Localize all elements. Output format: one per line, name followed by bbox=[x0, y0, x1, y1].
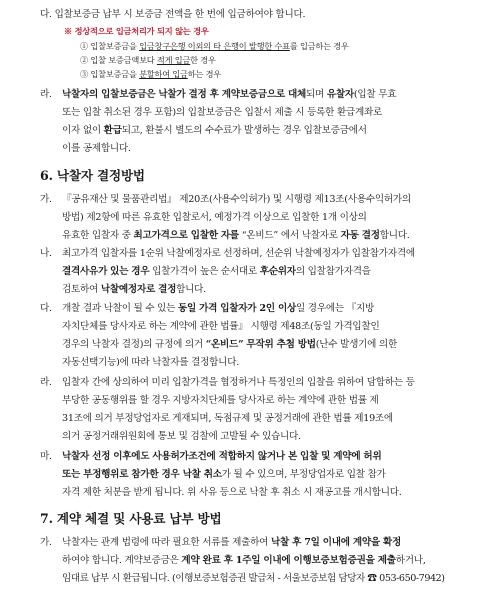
case-item bbox=[80, 54, 216, 66]
case-text-end: 를 입금하는 경우 bbox=[289, 41, 349, 51]
clause-ma-line bbox=[62, 451, 381, 463]
case-underlined: 적게 입금 bbox=[156, 55, 191, 65]
text: 의 입찰참가자격을 bbox=[295, 266, 371, 277]
bold-text: 자동 결정 bbox=[340, 230, 380, 241]
bold-text: 또는 부정행위로 참가한 경우 낙찰 취소 bbox=[62, 469, 222, 480]
text: (난수 발생기에 의한 bbox=[315, 339, 397, 350]
clause-ga-label: 가. bbox=[40, 194, 52, 205]
section-6-heading: 6. 낙찰자 결정방법 bbox=[40, 168, 145, 183]
text: 합니다. bbox=[176, 284, 206, 295]
case-item bbox=[80, 40, 349, 52]
text: 낙찰자는 관계 법령에 따라 필요한 서류를 제출하여 bbox=[62, 537, 271, 548]
clause-ga7-line bbox=[62, 537, 401, 549]
case-text: 입찰보증금을 bbox=[90, 69, 140, 79]
clause-ma-label: 마. bbox=[40, 451, 52, 462]
clause-ra2-line: 31조에 의거 부정당업자로 게재되며, 독점규제 및 공정거래에 관한 법률 제19조에 bbox=[62, 413, 393, 424]
clause-ma-line bbox=[62, 469, 386, 481]
bold-text: 낙찰자의 입찰보증금은 낙찰가 결정 후 계약보증금으로 대체 bbox=[62, 89, 306, 100]
case-underlined: 분할하여 입금 bbox=[139, 69, 188, 79]
bold-text: 후순위자 bbox=[259, 266, 296, 277]
bold-text: 낙찰예정자로 결정 bbox=[100, 284, 177, 295]
bold-text: 최고가격으로 입찰한 자를 bbox=[133, 230, 239, 241]
text: (입찰 무효 bbox=[353, 89, 397, 100]
text: 입찰가격이 높은 순서대로 bbox=[149, 266, 260, 277]
clause-da-text: 입찰보증금 납부 시 보증금 전액을 한 번에 입금하여야 합니다. bbox=[54, 9, 306, 20]
clause-da2-line bbox=[62, 339, 397, 351]
clause-ra2-line: 입찰자 간에 상의하여 미리 입찰가격을 협정하거나 특정인의 입찰을 위하여 담합하는 등 bbox=[62, 377, 415, 388]
clause-ga7-line bbox=[62, 555, 426, 567]
warning-note: ※ 정상적으로 입금처리가 되지 않는 경우 bbox=[64, 26, 209, 36]
clause-da-line bbox=[40, 9, 305, 21]
case-text-end: 하는 경우 bbox=[187, 69, 221, 79]
case-number: ③ bbox=[80, 69, 88, 79]
text: 유효한 입찰자 중 bbox=[62, 230, 134, 241]
bold-text: “온비드” 무작위 추첨 방법 bbox=[205, 339, 316, 350]
text: 가 될 수 있으며, 부정당업자로 입찰 참가 bbox=[221, 469, 386, 480]
bold-text: 계약 완료 후 1주일 이내에 이행보증보험증권을 제출 bbox=[181, 555, 396, 566]
clause-na-line bbox=[62, 284, 206, 296]
text: 개찰 결과 낙찰이 될 수 있는 bbox=[62, 303, 178, 314]
clause-ma-line: 자격 제한 처분을 받게 됩니다. 위 사유 등으로 낙찰 후 취소 시 재공고를 개시합니다. bbox=[62, 487, 402, 498]
text: 검토하여 bbox=[62, 284, 101, 295]
case-underlined: 입금창구은행 이외의 타 은행이 발행한 수표 bbox=[139, 41, 290, 51]
clause-ra2-line: 의거 공정거래위원회에 통보 및 검찰에 고발될 수 있습니다. bbox=[62, 431, 301, 442]
clause-ga-line: 방법) 제2항에 따른 유효한 입찰로서, 예정가격 이상으로 입찰한 1개 이상의 bbox=[62, 212, 367, 223]
clause-da2-label: 다. bbox=[40, 303, 52, 314]
case-text: 입찰보증금을 bbox=[90, 41, 140, 51]
clause-da2-line: 자동선택기능)에 따라 낙찰자를 결정합니다. bbox=[62, 357, 240, 368]
section-7-heading: 7. 계약 체결 및 사용료 납부 방법 bbox=[40, 511, 222, 526]
clause-da2-line bbox=[62, 303, 374, 315]
clause-na-line bbox=[62, 266, 371, 278]
clause-ra-line bbox=[62, 89, 396, 101]
clause-da2-line: 자치단체를 당사자로 하는 계약에 관한 법률』 시행령 제48조(동일 가격입찰인 bbox=[62, 321, 380, 332]
bold-text: 낙찰 후 7일 이내에 계약을 확정 bbox=[270, 537, 402, 548]
clause-ra2-label: 라. bbox=[40, 377, 52, 388]
clause-ra2-line: 부당한 공동행위를 할 경우 지방자치단체를 당사자로 하는 계약에 관한 법률 제 bbox=[62, 395, 379, 406]
text: 경우의 낙찰자 결정)의 규정에 의거 bbox=[62, 339, 206, 350]
clause-ra-line: 이를 공제합니다. bbox=[62, 143, 131, 154]
text: 하거나, bbox=[395, 555, 426, 566]
text: 되며 bbox=[305, 89, 327, 100]
bold-text: 결격사유가 있는 경우 bbox=[62, 266, 150, 277]
bold-text: 낙찰자 선정 이후에도 사용허가조건에 적합하지 않거나 본 입찰 및 계약에 허위 bbox=[62, 451, 382, 462]
clause-da-label: 다. bbox=[40, 9, 52, 20]
clause-ra-line: 또는 입찰 취소된 경우 포함)의 입찰보증금은 입찰서 제출 시 등록한 환급계좌로 bbox=[62, 107, 383, 118]
text: 합니다. bbox=[379, 230, 410, 241]
text: 하여야 합니다. 계약보증금은 bbox=[62, 555, 182, 566]
bold-text: 동일 가격 입찰자가 2인 이상 bbox=[178, 303, 296, 314]
text: 되고, 환불시 별도의 수수료가 발생하는 경우 입찰보증금에서 bbox=[121, 125, 367, 136]
clause-ga-line: 『공유재산 및 물품관리법』 제20조(사용수익허가) 및 시행령 제13조(사용수익허가의 bbox=[62, 194, 411, 205]
case-number: ② bbox=[80, 55, 88, 65]
clause-ga-line bbox=[62, 230, 410, 242]
text: 이자 없이 bbox=[62, 125, 104, 136]
bold-text: 유찰자 bbox=[326, 89, 354, 100]
clause-na-label: 나. bbox=[40, 248, 52, 259]
clause-ga7-label: 가. bbox=[40, 537, 52, 548]
case-number: ① bbox=[80, 41, 88, 51]
bold-text: 환급 bbox=[103, 125, 122, 136]
case-item bbox=[80, 68, 221, 80]
case-text: 입찰 보증금액보다 bbox=[90, 55, 157, 65]
text: 일 경우에는 『지방 bbox=[295, 303, 375, 314]
clause-ra-label: 라. bbox=[40, 89, 52, 100]
clause-na-line: 최고가격 입찰자를 1순위 낙찰예정자로 선정하며, 선순위 낙찰예정자가 입찰참가자격에 bbox=[62, 248, 415, 259]
clause-ra-line bbox=[62, 125, 367, 137]
case-text-end: 한 경우 bbox=[190, 55, 216, 65]
text: “온비드” 에서 낙찰자로 bbox=[238, 230, 341, 241]
clause-ga7-line: 임대료 납부 시 환급됩니다. (이행보증보험증권 발급처 - 서울보증보험 담당자 ☎ 053-650-7942) bbox=[62, 573, 445, 584]
